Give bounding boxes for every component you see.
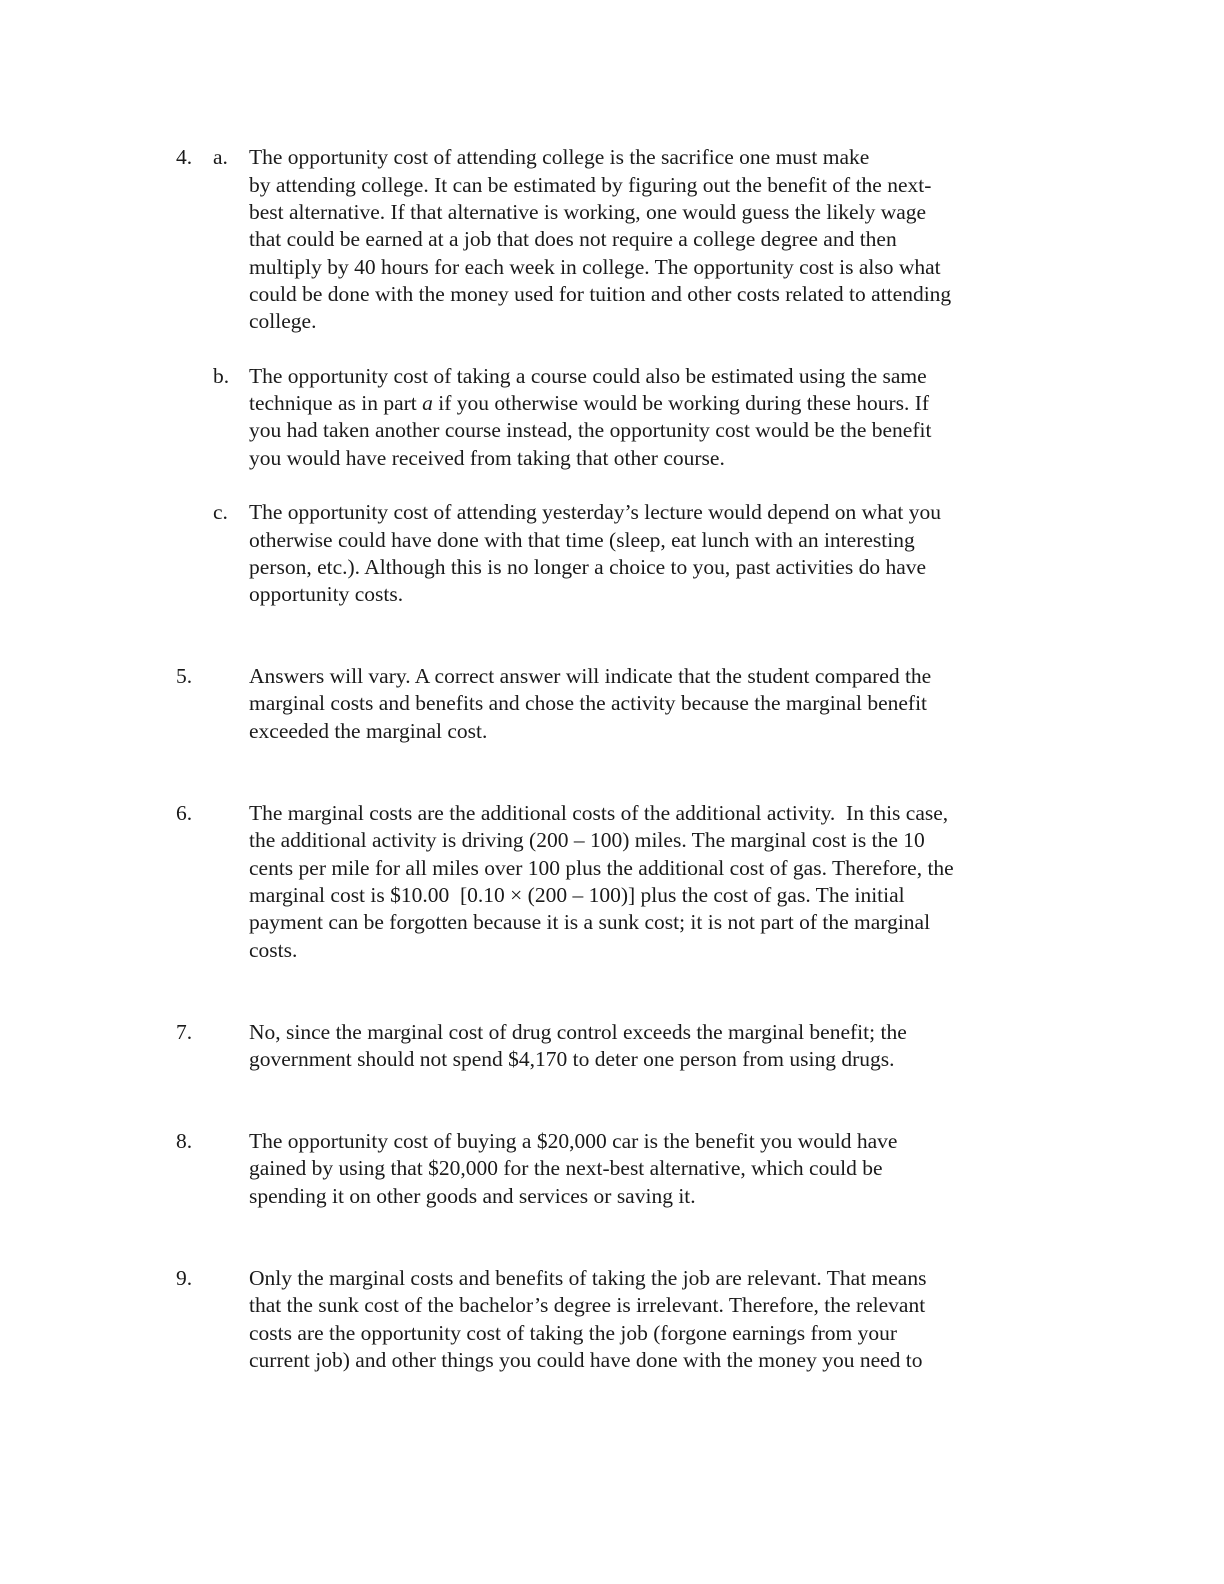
answer-line: that the sunk cost of the bachelor’s degree is irrelevant. Therefore, the relevant — [249, 1293, 926, 1317]
answer-line: college. — [249, 309, 317, 333]
answer-line: the additional activity is driving (200 – 100) miles. The marginal cost is the 10 — [249, 828, 925, 852]
part-label: b. — [213, 364, 230, 388]
answer-line: spending it on other goods and services or saving it. — [249, 1184, 696, 1208]
answer-line: current job) and other things you could have done with the money you need to — [249, 1348, 923, 1372]
question-number: 7. — [176, 1020, 193, 1044]
answer-line: Answers will vary. A correct answer will indicate that the student compared the — [249, 664, 932, 688]
answer-line: The opportunity cost of attending college is the sacrifice one must make — [249, 145, 870, 169]
answer-line: marginal costs and benefits and chose the activity because the marginal benefit — [249, 691, 928, 715]
answer-line: The opportunity cost of attending yesterday’s lecture would depend on what you — [249, 500, 942, 524]
answer-line: gained by using that $20,000 for the next-best alternative, which could be — [249, 1156, 883, 1180]
answer-line: opportunity costs. — [249, 582, 404, 606]
answer-line: The marginal costs are the additional costs of the additional activity. In this case, — [249, 801, 949, 825]
answer-line: could be done with the money used for tuition and other costs related to attending — [249, 282, 952, 306]
answer-line: exceeded the marginal cost. — [249, 719, 488, 743]
answer-line: costs. — [249, 938, 298, 962]
answer-line: that could be earned at a job that does not require a college degree and then — [249, 227, 897, 251]
answer-line: cents per mile for all miles over 100 plus the additional cost of gas. Therefore, the — [249, 856, 954, 880]
answer-line: otherwise could have done with that time (sleep, eat lunch with an interesting — [249, 528, 915, 552]
answer-line: you would have received from taking that other course. — [249, 446, 725, 470]
question-number: 9. — [176, 1266, 193, 1290]
part-label: a. — [213, 145, 228, 169]
answer-line: The opportunity cost of buying a $20,000 car is the benefit you would have — [249, 1129, 898, 1153]
answer-line: by attending college. It can be estimated by figuring out the benefit of the next- — [249, 173, 932, 197]
italic-part-reference: a — [422, 391, 433, 415]
answer-line: marginal cost is $10.00 [0.10 × (200 – 100)] plus the cost of gas. The initial — [249, 883, 905, 907]
answer-line: you had taken another course instead, the opportunity cost would be the benefit — [249, 418, 932, 442]
answer-line: multiply by 40 hours for each week in college. The opportunity cost is also what — [249, 255, 941, 279]
answer-line: best alternative. If that alternative is working, one would guess the likely wage — [249, 200, 927, 224]
answer-line: person, etc.). Although this is no longer a choice to you, past activities do have — [249, 555, 927, 579]
answer-text: if you otherwise would be working during these hours. If — [432, 391, 930, 415]
answer-line — [249, 390, 929, 417]
question-number: 6. — [176, 801, 193, 825]
question-number: 4. — [176, 145, 193, 169]
part-label: c. — [213, 500, 228, 524]
answer-line: costs are the opportunity cost of taking the job (forgone earnings from your — [249, 1321, 898, 1345]
answer-line: government should not spend $4,170 to deter one person from using drugs. — [249, 1047, 895, 1071]
question-number: 8. — [176, 1129, 193, 1153]
answer-line: payment can be forgotten because it is a sunk cost; it is not part of the marginal — [249, 910, 931, 934]
question-number: 5. — [176, 664, 193, 688]
answer-text: technique as in part — [249, 391, 423, 415]
answer-line: The opportunity cost of taking a course could also be estimated using the same — [249, 364, 927, 388]
answer-line: Only the marginal costs and benefits of taking the job are relevant. That means — [249, 1266, 927, 1290]
answer-line: No, since the marginal cost of drug control exceeds the marginal benefit; the — [249, 1020, 907, 1044]
